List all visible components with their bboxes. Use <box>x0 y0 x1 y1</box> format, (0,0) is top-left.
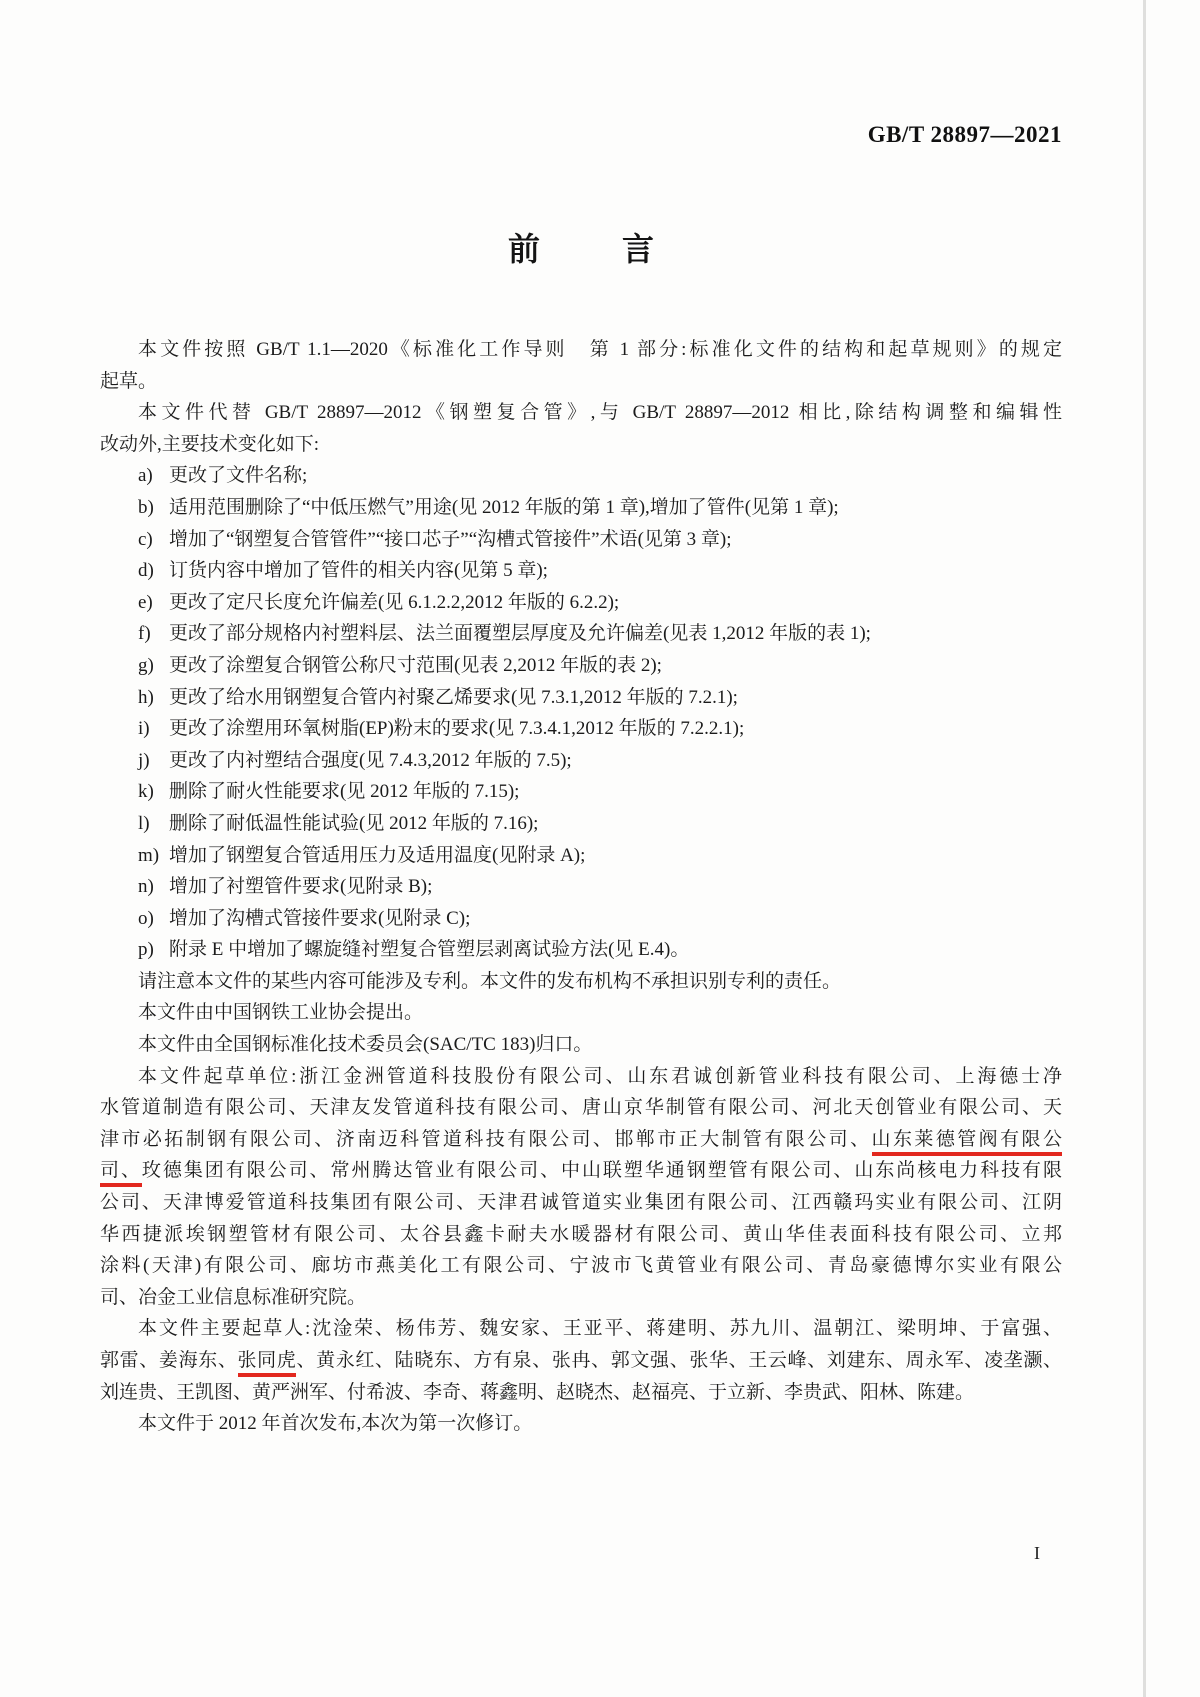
change-item-g <box>100 650 1062 682</box>
change-item-text: 更改了部分规格内衬塑料层、法兰面覆塑层厚度及允许偏差(见表 1,2012 年版的表 1); <box>169 623 871 645</box>
drafting-units-line-7 <box>100 1250 1062 1282</box>
change-item-l <box>100 808 1062 840</box>
units-text: 玫德集团有限公司、常州腾达管业有限公司、中山联塑华通钢塑管有限公司、山东尚核电力科技有限 <box>141 1160 1062 1182</box>
drafters-text: 刘连贵、王凯图、黄严洲军、付希波、李奇、蒋鑫明、赵晓杰、赵福亮、于立新、李贵武、阳林、陈建。 <box>100 1381 975 1403</box>
drafters-line-1 <box>100 1313 1062 1345</box>
drafting-units-line-6 <box>100 1219 1062 1251</box>
drafters-text: 郭雷、姜海东、 <box>100 1350 238 1371</box>
red-underline: 司、 <box>100 1160 142 1187</box>
change-item-e <box>100 587 1062 619</box>
patent-note: 请注意本文件的某些内容可能涉及专利。本文件的发布机构不承担识别专利的责任。 <box>138 970 842 992</box>
drafting-units-line-5 <box>100 1187 1062 1219</box>
revision-note: 本文件于 2012 年首次发布,本次为第一次修订。 <box>138 1413 533 1435</box>
change-item-h <box>100 682 1062 714</box>
document-body <box>100 334 1062 1440</box>
change-item-b <box>100 492 1062 524</box>
standard-code: GB/T 28897—2021 <box>867 122 1062 147</box>
change-item-label: p) <box>138 939 154 961</box>
change-item-text: 更改了涂塑复合钢管公称尺寸范围(见表 2,2012 年版的表 2); <box>169 654 662 676</box>
change-item-label: e) <box>138 591 153 613</box>
page-number: I <box>1034 1543 1040 1563</box>
change-item-text: 更改了涂塑用环氧树脂(EP)粉末的要求(见 7.3.4.1,2012 年版的 7.2.2.1); <box>169 718 745 740</box>
change-item-text: 增加了沟槽式管接件要求(见附录 C); <box>169 907 471 929</box>
change-item-text: 附录 E 中增加了螺旋缝衬塑复合管塑层剥离试验方法(见 E.4)。 <box>169 939 690 961</box>
change-item-label: k) <box>138 781 154 803</box>
drafting-units-line-3 <box>100 1124 1062 1156</box>
page-title: 前 言 <box>507 231 660 267</box>
units-text: 水管道制造有限公司、天津友发管道科技有限公司、唐山京华制管有限公司、河北天创管业有限公司、天 <box>100 1097 1062 1119</box>
change-item-text: 更改了定尺长度允许偏差(见 6.1.2.2,2012 年版的 6.2.2); <box>169 591 620 613</box>
change-item-label: a) <box>138 465 153 487</box>
change-item-text: 适用范围删除了“中低压燃气”用途(见 2012 年版的第 1 章),增加了管件(见第 1 章); <box>169 496 839 518</box>
units-text: 津市必拓制钢有限公司、济南迈科管道科技有限公司、邯郸市正大制管有限公司、 <box>100 1128 872 1150</box>
centralized-by-note: 本文件由全国钢标准化技术委员会(SAC/TC 183)归口。 <box>138 1034 593 1056</box>
change-item-label: f) <box>138 623 151 645</box>
drafting-units-line-4 <box>100 1155 1062 1187</box>
units-text: 司、冶金工业信息标准研究院。 <box>100 1286 367 1308</box>
change-item-k <box>100 776 1062 808</box>
intro-paragraph-2-line-2: 改动外,主要技术变化如下: <box>100 433 320 455</box>
red-underline: 山东莱德管阀有限公 <box>872 1129 1062 1156</box>
drafters-text: 、黄永红、陆晓东、方有泉、张冉、郭文强、张华、王云峰、刘建东、周永军、凌垄灏、 <box>296 1350 1062 1371</box>
drafting-units-line-2 <box>100 1092 1062 1124</box>
change-item-text: 更改了给水用钢塑复合管内衬聚乙烯要求(见 7.3.1,2012 年版的 7.2.1); <box>169 686 738 708</box>
change-item-p <box>100 934 1062 966</box>
change-item-i <box>100 713 1062 745</box>
change-item-a <box>100 460 1062 492</box>
change-item-label: n) <box>138 876 154 898</box>
intro-paragraph-1-line-1: 本文件按照 GB/T 1.1—2020《标准化工作导则 第 1 部分:标准化文件的结构和起草规则》的规定 <box>138 339 1062 360</box>
change-item-text: 删除了耐低温性能试验(见 2012 年版的 7.16); <box>169 812 539 834</box>
change-item-label: b) <box>138 496 154 518</box>
intro-paragraph-2-line-1: 本文件代替 GB/T 28897—2012《钢塑复合管》,与 GB/T 28897—2012 相比,除结构调整和编辑性 <box>138 402 1062 424</box>
change-item-d <box>100 555 1062 587</box>
proposed-by-note: 本文件由中国钢铁工业协会提出。 <box>138 1002 424 1024</box>
change-item-c <box>100 524 1062 556</box>
units-text: 涂料(天津)有限公司、廊坊市燕美化工有限公司、宁波市飞黄管业有限公司、青岛豪德博尔实业有限公 <box>100 1255 1062 1277</box>
change-item-n <box>100 871 1062 903</box>
drafters-line-2 <box>100 1345 1062 1377</box>
change-item-label: m) <box>138 844 160 866</box>
change-item-j <box>100 745 1062 777</box>
change-item-label: g) <box>138 654 154 676</box>
drafters-text: 本文件主要起草人:沈淦荣、杨伟芳、魏安家、王亚平、蒋建明、苏九川、温朝江、梁明坤、于富强、 <box>138 1318 1062 1340</box>
change-item-label: c) <box>138 528 153 550</box>
intro-paragraph-1-line-2: 起草。 <box>100 370 158 392</box>
change-item-label: d) <box>138 560 154 582</box>
change-item-f <box>100 618 1062 650</box>
units-text: 华西捷派埃钢塑管材有限公司、太谷县鑫卡耐夫水暖器材有限公司、黄山华佳表面科技有限公司、立邦 <box>100 1223 1062 1245</box>
change-item-label: i) <box>138 718 150 740</box>
units-text: 公司、天津博爱管道科技集团有限公司、天津君诚管道实业集团有限公司、江西赣玛实业有限公司、江阴 <box>100 1192 1062 1214</box>
units-text: 本文件起草单位:浙江金洲管道科技股份有限公司、山东君诚创新管业科技有限公司、上海德士净 <box>138 1065 1062 1087</box>
change-item-text: 更改了内衬塑结合强度(见 7.4.3,2012 年版的 7.5); <box>169 749 572 771</box>
drafters-line-3 <box>100 1377 1062 1409</box>
change-item-text: 增加了钢塑复合管适用压力及适用温度(见附录 A); <box>169 844 586 866</box>
change-item-label: h) <box>138 686 154 708</box>
red-underline: 张同虎 <box>238 1350 297 1377</box>
change-item-label: l) <box>138 812 150 834</box>
change-item-text: 更改了文件名称; <box>169 465 308 487</box>
change-item-o <box>100 903 1062 935</box>
scan-artifact-line <box>1143 0 1146 1697</box>
change-item-text: 增加了“钢塑复合管管件”“接口芯子”“沟槽式管接件”术语(见第 3 章); <box>169 528 732 550</box>
change-item-m <box>100 840 1062 872</box>
change-item-text: 删除了耐火性能要求(见 2012 年版的 7.15); <box>169 781 520 803</box>
change-item-label: j) <box>138 749 150 771</box>
change-item-label: o) <box>138 907 154 929</box>
change-item-text: 增加了衬塑管件要求(见附录 B); <box>169 876 433 898</box>
change-item-text: 订货内容中增加了管件的相关内容(见第 5 章); <box>169 560 548 582</box>
drafting-units-line-8 <box>100 1282 1062 1314</box>
drafting-units-line-1 <box>100 1061 1062 1093</box>
